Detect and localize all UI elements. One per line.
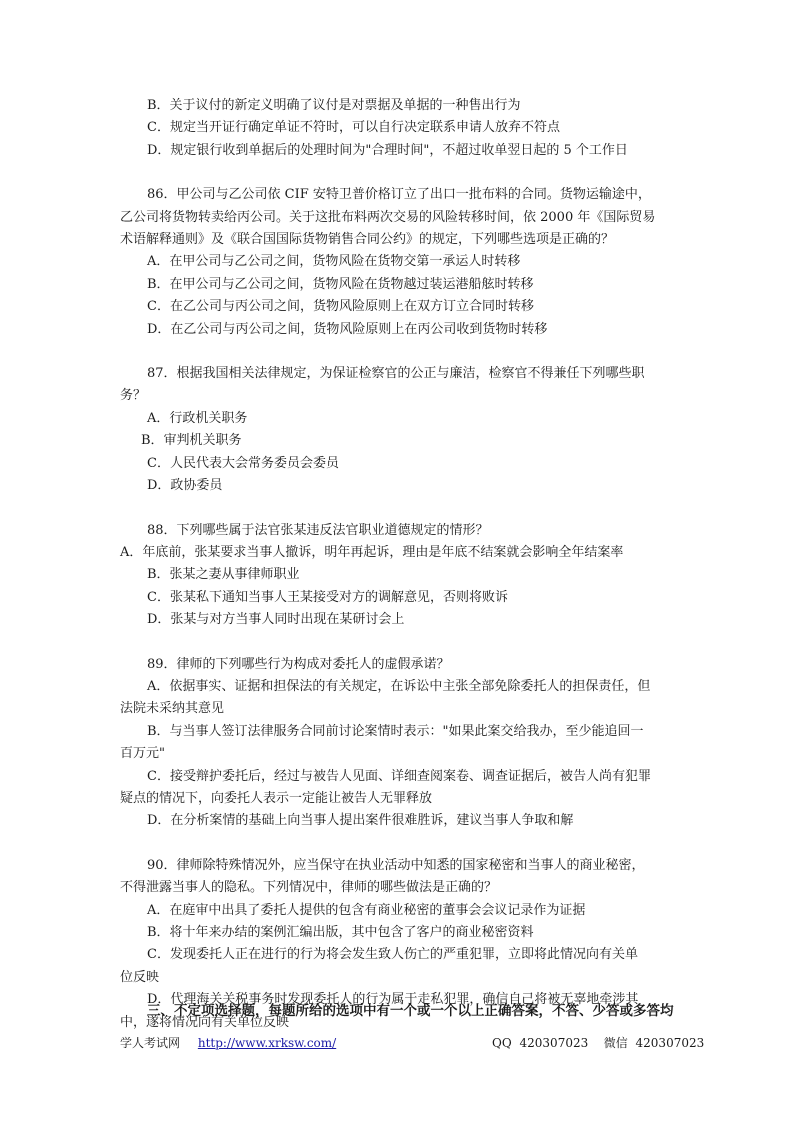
option-line: C．在乙公司与丙公司之间，货物风险原则上在双方订立合同时转移 — [147, 299, 534, 315]
option-line: D．在分析案情的基础上向当事人提出案件很难胜诉，建议当事人争取和解 — [147, 813, 574, 829]
site-name: 学人考试网 — [120, 1036, 181, 1050]
option-line: 中，遂将情况向有关单位反映 — [120, 1014, 290, 1030]
option-line: B．在甲公司与乙公司之间，货物风险在货物越过装运港船舷时转移 — [147, 276, 534, 292]
option-line: B．审判机关职务 — [141, 433, 242, 449]
wechat-label: 微信 — [603, 1036, 628, 1050]
question-stem: 不得泄露当事人的隐私。下列情况中，律师的哪些做法是正确的？ — [120, 880, 498, 896]
question-89 — [120, 654, 685, 833]
wechat-number: 420307023 — [635, 1036, 705, 1050]
option-line: C．人民代表大会常务委员会委员 — [147, 455, 339, 471]
option-line: A．依据事实、证据和担保法的有关规定，在诉讼中主张全部免除委托人的担保责任，但 — [147, 678, 651, 694]
option-line: 疑点的情况下，向委托人表示一定能让被告人无罪释放 — [120, 790, 433, 806]
option-line: C．张某私下通知当事人王某接受对方的调解意见，否则将败诉 — [147, 589, 508, 605]
option-line: 法院未采纳其意见 — [120, 701, 225, 717]
question-stem: 89．律师的下列哪些行为构成对委托人的虚假承诺？ — [147, 656, 450, 672]
qq-number: 420307023 — [519, 1036, 589, 1050]
option-line: D．代理海关关税事务时发现委托人的行为属于走私犯罪，确信自己将被无辜地牵涉其 — [147, 992, 639, 1008]
question-stem: 术语解释通则》及《联合国国际货物销售合同公约》的规定，下列哪些选项是正确的？ — [120, 232, 615, 248]
option-line: D．在乙公司与丙公司之间，货物风险原则上在丙公司收到货物时转移 — [147, 321, 548, 337]
question-88 — [120, 520, 685, 632]
question-stem: 86．甲公司与乙公司依 CIF 安特卫普价格订立了出口一批布料的合同。货物运输途中， — [147, 187, 651, 203]
question-87 — [120, 363, 685, 497]
option-line: B．将十年来办结的案例汇编出版，其中包含了客户的商业秘密资料 — [147, 925, 534, 940]
option-line: D．规定银行收到单据后的处理时间为"合理时间"，不超过收单翌日起的 5 个工作日 — [147, 142, 628, 158]
question-stem: 乙公司将货物转卖给丙公司。关于这批布料两次交易的风险转移时间，依 2000 年《国际贸易 — [120, 209, 656, 225]
option-line: D．张某与对方当事人同时出现在某研讨会上 — [147, 612, 405, 628]
option-line: A．在庭审中出具了委托人提供的包含有商业秘密的董事会会议记录作为证据 — [147, 902, 586, 918]
option-line: B．与当事人签订法律服务合同前讨论案情时表示："如果此案交给我办，至少能追回一 — [147, 723, 644, 739]
option-line: A．在甲公司与乙公司之间，货物风险在货物交第一承运人时转移 — [147, 254, 521, 270]
contact-info — [492, 1034, 708, 1052]
option-line: 位反映 — [120, 969, 160, 985]
option-line: B．张某之妻从事律师职业 — [147, 567, 300, 583]
question-stem: 87．根据我国相关法律规定，为保证检察官的公正与廉洁，检察官不得兼任下列哪些职 — [147, 366, 645, 382]
option-line: A．行政机关职务 — [147, 410, 248, 426]
option-line: C．规定当开证行确定单证不符时，可以自行决定联系申请人放弃不符点 — [147, 120, 560, 136]
question-stem: 90．律师除特殊情况外，应当保守在执业活动中知悉的国家秘密和当事人的商业秘密， — [147, 857, 645, 873]
question-86 — [120, 184, 685, 341]
option-line: A．年底前，张某要求当事人撤诉，明年再起诉，理由是年底不结案就会影响全年结案率 — [120, 544, 624, 560]
question-stem: 务？ — [120, 388, 147, 404]
option-line: 百万元" — [120, 746, 165, 762]
option-line: D．政协委员 — [147, 478, 223, 494]
question-stem: 88．下列哪些属于法官张某违反法官职业道德规定的情形？ — [147, 522, 489, 538]
qq-label: QQ — [492, 1036, 512, 1050]
page-footer — [120, 1034, 705, 1052]
page-content — [120, 95, 685, 1034]
option-line: C．接受辩护委托后，经过与被告人见面、详细查阅案卷、调查证据后，被告人尚有犯罪 — [147, 768, 651, 784]
section-heading: 三、不定项选择题，每题所给的选项中有一个或一个以上正确答案，不答、少答或多答均 — [147, 1003, 674, 1019]
option-line: B．关于议付的新定义明确了议付是对票据及单据的一种售出行为 — [147, 98, 521, 113]
site-url-link[interactable]: http://www.xrksw.com/ — [197, 1036, 337, 1050]
option-line: C．发现委托人正在进行的行为将会发生致人伤亡的严重犯罪，立即将此情况向有关单 — [147, 947, 638, 963]
